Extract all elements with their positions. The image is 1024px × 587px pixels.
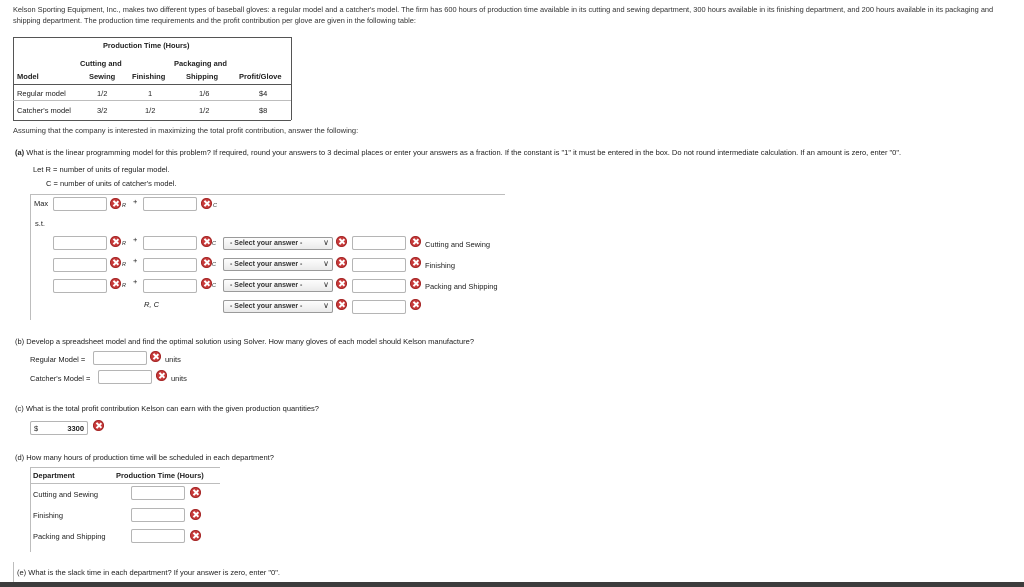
objective-coef-r-input[interactable] xyxy=(53,197,107,211)
plus-sign: + xyxy=(133,197,138,206)
error-icon xyxy=(336,278,347,289)
hours-cutting-sewing-input[interactable] xyxy=(131,486,185,500)
error-icon xyxy=(410,257,421,268)
error-icon xyxy=(110,236,121,247)
constraint2-rhs-input[interactable] xyxy=(352,258,406,272)
dept-packing-shipping: Packing and Shipping xyxy=(33,532,106,541)
error-icon xyxy=(150,351,161,362)
var-r: R xyxy=(122,283,126,289)
constraint3-label: Packing and Shipping xyxy=(425,282,498,291)
col-pack-line2: Shipping xyxy=(186,72,219,81)
col-pack-line1: Packaging and xyxy=(174,59,227,68)
error-icon xyxy=(201,257,212,268)
error-icon xyxy=(336,257,347,268)
chevron-down-icon: ∨ xyxy=(323,301,329,310)
error-icon xyxy=(201,198,212,209)
st-label: s.t. xyxy=(35,219,46,228)
regular-model-label: Regular Model = xyxy=(30,355,86,364)
row-catcher-profit: $8 xyxy=(259,106,268,115)
constraint1-operator-select[interactable] xyxy=(223,237,333,250)
var-c: C xyxy=(212,241,216,247)
row-catcher-pack: 1/2 xyxy=(199,106,210,115)
col-production-time: Production Time (Hours) xyxy=(116,471,204,480)
row-catcher-finish: 1/2 xyxy=(145,106,156,115)
constraint2-coef-c-input[interactable] xyxy=(143,258,197,272)
error-icon xyxy=(201,278,212,289)
col-profit: Profit/Glove xyxy=(239,72,282,81)
total-profit-value: 3300 xyxy=(67,424,84,433)
dept-cutting-sewing: Cutting and Sewing xyxy=(33,490,99,499)
chevron-down-icon: ∨ xyxy=(323,259,329,268)
error-icon xyxy=(190,487,201,498)
plus-sign: + xyxy=(133,277,138,286)
error-icon xyxy=(110,257,121,268)
constraint2-coef-r-input[interactable] xyxy=(53,258,107,272)
row-regular-pack: 1/6 xyxy=(199,89,210,98)
var-r: R xyxy=(122,241,126,247)
error-icon xyxy=(201,236,212,247)
error-icon xyxy=(190,530,201,541)
error-icon xyxy=(93,420,104,431)
constraint2-operator-select[interactable] xyxy=(223,258,333,271)
constraint1-coef-r-input[interactable] xyxy=(53,236,107,250)
select-text: - Select your answer - xyxy=(230,240,303,247)
part-a-question-text: What is the linear programming model for this problem? If required, round your answers to 3 decimal places or enter your answers as a fraction. If the constant is "1" it must be entered in the box. Do not round intermediate calculation. If an amount is zero, enter "0". xyxy=(26,148,902,157)
currency-symbol: $ xyxy=(34,424,39,433)
constraint1-rhs-input[interactable] xyxy=(352,236,406,250)
nonneg-vars: R, C xyxy=(144,300,159,309)
chevron-down-icon: ∨ xyxy=(323,280,329,289)
error-icon xyxy=(110,198,121,209)
let-r-text: Let R = number of units of regular model. xyxy=(33,165,170,174)
part-b-question: (b) Develop a spreadsheet model and find the optimal solution using Solver. How many gloves of each model should Kelson manufacture? xyxy=(15,337,475,346)
error-icon xyxy=(336,236,347,247)
assumption-text: Assuming that the company is interested in maximizing the total profit contribution, answer the following: xyxy=(13,126,359,135)
plus-sign: + xyxy=(133,256,138,265)
constraint3-operator-select[interactable] xyxy=(223,279,333,292)
problem-intro: Kelson Sporting Equipment, Inc., makes two different types of baseball gloves: a regular model and a catcher's model. The firm has 600 hours of production time available in its cutting and sewing department, 300 hours available in its finishing department, and 200 hours available in its packaging and shipping department. The production time requirements and the profit contribution per glove are given in the following table: xyxy=(13,5,994,25)
catcher-model-input[interactable] xyxy=(98,370,152,384)
row-regular-finish: 1 xyxy=(148,89,153,98)
row-catcher-model: Catcher's model xyxy=(17,106,71,115)
max-label: Max xyxy=(34,199,49,208)
part-a-question xyxy=(15,148,1020,157)
var-c: C xyxy=(212,283,216,289)
constraint3-coef-c-input[interactable] xyxy=(143,279,197,293)
objective-coef-c-input[interactable] xyxy=(143,197,197,211)
nonneg-operator-select[interactable] xyxy=(223,300,333,313)
var-r: R xyxy=(122,203,126,209)
col-cut-line2: Sewing xyxy=(89,72,116,81)
constraint3-rhs-input[interactable] xyxy=(352,279,406,293)
col-cut-line1: Cutting and xyxy=(80,59,122,68)
row-catcher-cut: 3/2 xyxy=(97,106,108,115)
error-icon xyxy=(156,370,167,381)
nonneg-rhs-input[interactable] xyxy=(352,300,406,314)
var-c: C xyxy=(212,262,216,268)
col-model: Model xyxy=(17,72,39,81)
row-regular-profit: $4 xyxy=(259,89,268,98)
select-text: - Select your answer - xyxy=(230,303,303,310)
bottom-bar xyxy=(0,582,1024,587)
constraint2-label: Finishing xyxy=(425,261,456,270)
chevron-down-icon: ∨ xyxy=(323,238,329,247)
select-text: - Select your answer - xyxy=(230,261,303,268)
plus-sign: + xyxy=(133,235,138,244)
hours-packing-shipping-input[interactable] xyxy=(131,529,185,543)
error-icon xyxy=(110,278,121,289)
part-a-prefix: (a) xyxy=(15,148,25,157)
part-c-question: (c) What is the total profit contribution Kelson can earn with the given production quantities? xyxy=(15,404,319,413)
constraint3-coef-r-input[interactable] xyxy=(53,279,107,293)
constraint1-label: Cutting and Sewing xyxy=(425,240,491,249)
error-icon xyxy=(410,236,421,247)
constraint1-coef-c-input[interactable] xyxy=(143,236,197,250)
regular-units: units xyxy=(165,355,181,364)
table-group-header: Production Time (Hours) xyxy=(103,41,190,50)
col-department: Department xyxy=(33,471,75,480)
catcher-units: units xyxy=(171,374,187,383)
col-finishing: Finishing xyxy=(132,72,166,81)
row-regular-model: Regular model xyxy=(17,89,66,98)
catcher-model-label: Catcher's Model = xyxy=(30,374,91,383)
error-icon xyxy=(410,278,421,289)
error-icon xyxy=(336,299,347,310)
part-e-question: (e) What is the slack time in each department? If your answer is zero, enter "0". xyxy=(17,568,280,577)
error-icon xyxy=(410,299,421,310)
hours-finishing-input[interactable] xyxy=(131,508,185,522)
var-r: R xyxy=(122,262,126,268)
row-regular-cut: 1/2 xyxy=(97,89,108,98)
error-icon xyxy=(190,509,201,520)
total-profit-input[interactable] xyxy=(30,421,88,435)
select-text: - Select your answer - xyxy=(230,282,303,289)
regular-model-input[interactable] xyxy=(93,351,147,365)
dept-finishing: Finishing xyxy=(33,511,64,520)
let-c-text: C = number of units of catcher's model. xyxy=(46,179,177,188)
part-d-question: (d) How many hours of production time will be scheduled in each department? xyxy=(15,453,274,462)
var-c: C xyxy=(213,203,217,209)
